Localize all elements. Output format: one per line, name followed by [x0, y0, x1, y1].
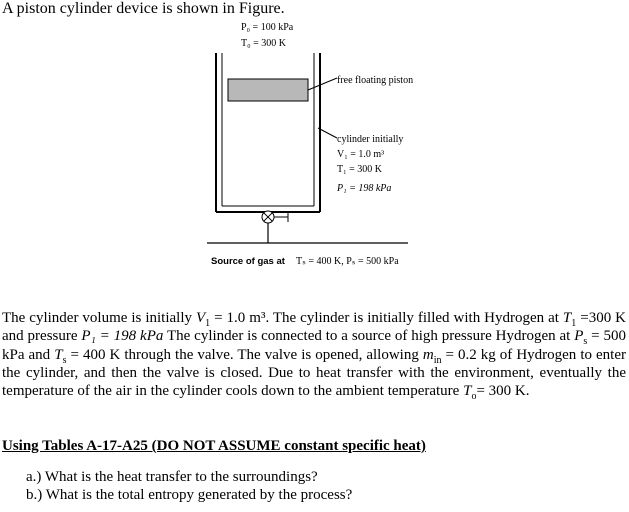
cylinder-walls — [216, 53, 320, 212]
question-b: b.) What is the total entropy generated by the process? — [26, 487, 353, 503]
problem-statement: The cylinder volume is initially $V_1 = 1.0$ m³. The cylinder is initially filled with Hydrogen at $T_1 =300$ K and pressure P₁ = 198 kPa The cylinder is connected to a source of high pressure Hydrogen at $P_s = 500$ kPa and $T_s = 400$ K through the valve. The valve is opened, allowing $m_{in} = 0.2$ kg of Hydrogen to enter the cylinder, and then the valve is closed. Due to heat transfer with the environment, eventually the temperature of the air in the cylinder cools down to the ambient temperature $T_o= 300$ K. — [2, 310, 627, 403]
problem-heading: A piston cylinder device is shown in Figure. — [2, 0, 285, 17]
cylinder-temperature: T₁ = 300 K — [337, 164, 382, 175]
ambient-temperature-label: T₀ = 300 K — [241, 38, 286, 49]
source-label: Source of gas at — [211, 256, 285, 267]
source-conditions: Tₛ = 400 K, Pₛ = 500 kPa — [296, 256, 399, 267]
piston — [228, 79, 308, 101]
question-a: a.) What is the heat transfer to the surroundings? — [26, 469, 318, 485]
cylinder-title: cylinder initially — [337, 134, 404, 145]
ambient-pressure-label: P₀ = 100 kPa — [241, 22, 294, 33]
tables-instruction: Using Tables A-17-A25 (DO NOT ASSUME constant specific heat) — [2, 438, 426, 454]
cylinder-pressure: P₁ = 198 kPa — [337, 183, 392, 194]
piston-label: free floating piston — [337, 75, 414, 86]
piston-leader — [308, 78, 337, 90]
question-list — [26, 468, 352, 504]
cylinder-volume: V₁ = 1.0 m³ — [337, 149, 385, 160]
